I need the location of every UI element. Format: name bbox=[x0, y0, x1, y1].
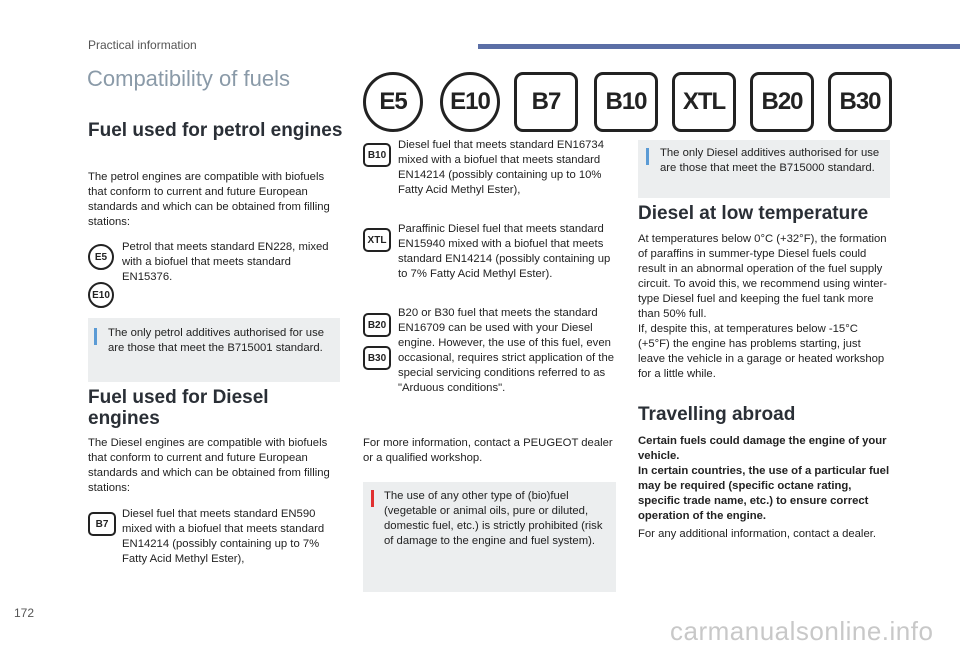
abroad-normal: For any additional information, contact a dealer. bbox=[638, 528, 877, 540]
badge-b10-small: B10 bbox=[363, 143, 391, 167]
petrol-item: Petrol that meets standard EN228, mixed with a biofuel that meets standard EN15376. bbox=[122, 241, 329, 283]
abroad-heading: Travelling abroad bbox=[638, 404, 796, 425]
badge-b7-small: B7 bbox=[88, 512, 116, 536]
badge-e10: E10 bbox=[440, 72, 500, 132]
watermark: carmanualsonline.info bbox=[670, 616, 934, 646]
diesel-b10-text: Diesel fuel that meets standard EN16734 mixed with a biofuel that meets standard EN14214 (possibly containing up to 10% Fatty Acid Methyl Ester), bbox=[398, 139, 604, 196]
low-temp-body: At temperatures below 0°C (+32°F), the formation of paraffins in summer-type Diesel fuels could result in an abnormal operation of the fuel supply circuit. To avoid this, we recommend using winter-type Diesel fuel and keeping the fuel tank more than 50% full. bbox=[638, 233, 888, 320]
badge-b10: B10 bbox=[594, 72, 658, 132]
badge-b30: B30 bbox=[828, 72, 892, 132]
petrol-note-text: The only petrol additives authorised for use are those that meet the B715001 standard. bbox=[108, 327, 325, 354]
abroad-bold-1: Certain fuels could damage the engine of your vehicle. bbox=[638, 435, 887, 462]
badge-e10-small: E10 bbox=[88, 282, 114, 308]
low-temp-body2: If, despite this, at temperatures below -15°C (+5°F) the engine has problems starting, just leave the vehicle in a garage or heated workshop for a little while. bbox=[638, 323, 885, 380]
diesel-info-note bbox=[638, 140, 890, 198]
badge-b30-small: B30 bbox=[363, 346, 391, 370]
diesel-xtl-text: Paraffinic Diesel fuel that meets standard EN15940 mixed with a biofuel that meets standard EN14214 (possibly containing up to 7% Fatty Acid Methyl Ester). bbox=[398, 223, 611, 280]
abroad-bold-2: In certain countries, the use of a particular fuel may be required (specific octane rating, specific trade name, etc.) to ensure correct operation of the engine. bbox=[638, 465, 890, 522]
badge-b20: B20 bbox=[750, 72, 814, 132]
page-title: Compatibility of fuels bbox=[87, 66, 290, 91]
badge-b20-small: B20 bbox=[363, 313, 391, 337]
diesel-intro: The Diesel engines are compatible with biofuels that conform to current and future European standards and which can be obtained from filling stations: bbox=[88, 437, 330, 494]
petrol-heading: Fuel used for petrol engines bbox=[88, 120, 343, 141]
section-label: Practical information bbox=[88, 38, 197, 52]
warning-icon bbox=[371, 490, 374, 507]
badge-b7: B7 bbox=[514, 72, 578, 132]
more-info-text: For more information, contact a PEUGEOT dealer or a qualified workshop. bbox=[363, 437, 613, 464]
header-accent-bar bbox=[478, 44, 960, 49]
badge-xtl-small: XTL bbox=[363, 228, 391, 252]
petrol-info-note bbox=[88, 318, 340, 382]
info-icon bbox=[94, 328, 97, 345]
fuel-warning-note bbox=[363, 482, 616, 592]
badge-e5: E5 bbox=[363, 72, 423, 132]
low-temp-heading: Diesel at low temperature bbox=[638, 203, 869, 224]
diesel-b20b30-text: B20 or B30 fuel that meets the standard EN16709 can be used with your Diesel engine. However, the use of this fuel, even occasional, requires strict application of the special servicing conditions referred to as "Arduous conditions". bbox=[398, 307, 615, 394]
petrol-intro: The petrol engines are compatible with biofuels that conform to current and future European standards and which can be obtained from filling stations: bbox=[88, 171, 330, 228]
page-number: 172 bbox=[14, 606, 35, 620]
badge-xtl: XTL bbox=[672, 72, 736, 132]
diesel-heading: Fuel used for Diesel engines bbox=[88, 387, 269, 429]
badge-e5-small: E5 bbox=[88, 244, 114, 270]
diesel-b7-text: Diesel fuel that meets standard EN590 mixed with a biofuel that meets standard EN14214 (possibly containing up to 7% Fatty Acid Methyl Ester), bbox=[122, 508, 325, 565]
fuel-warning-text: The use of any other type of (bio)fuel (vegetable or animal oils, pure or diluted, domestic fuel, etc.) is strictly prohibited (risk of damage to the engine and fuel system). bbox=[384, 490, 603, 547]
diesel-additives-text: The only Diesel additives authorised for use are those that meet the B715000 standard. bbox=[660, 147, 880, 174]
info-icon bbox=[646, 148, 649, 165]
